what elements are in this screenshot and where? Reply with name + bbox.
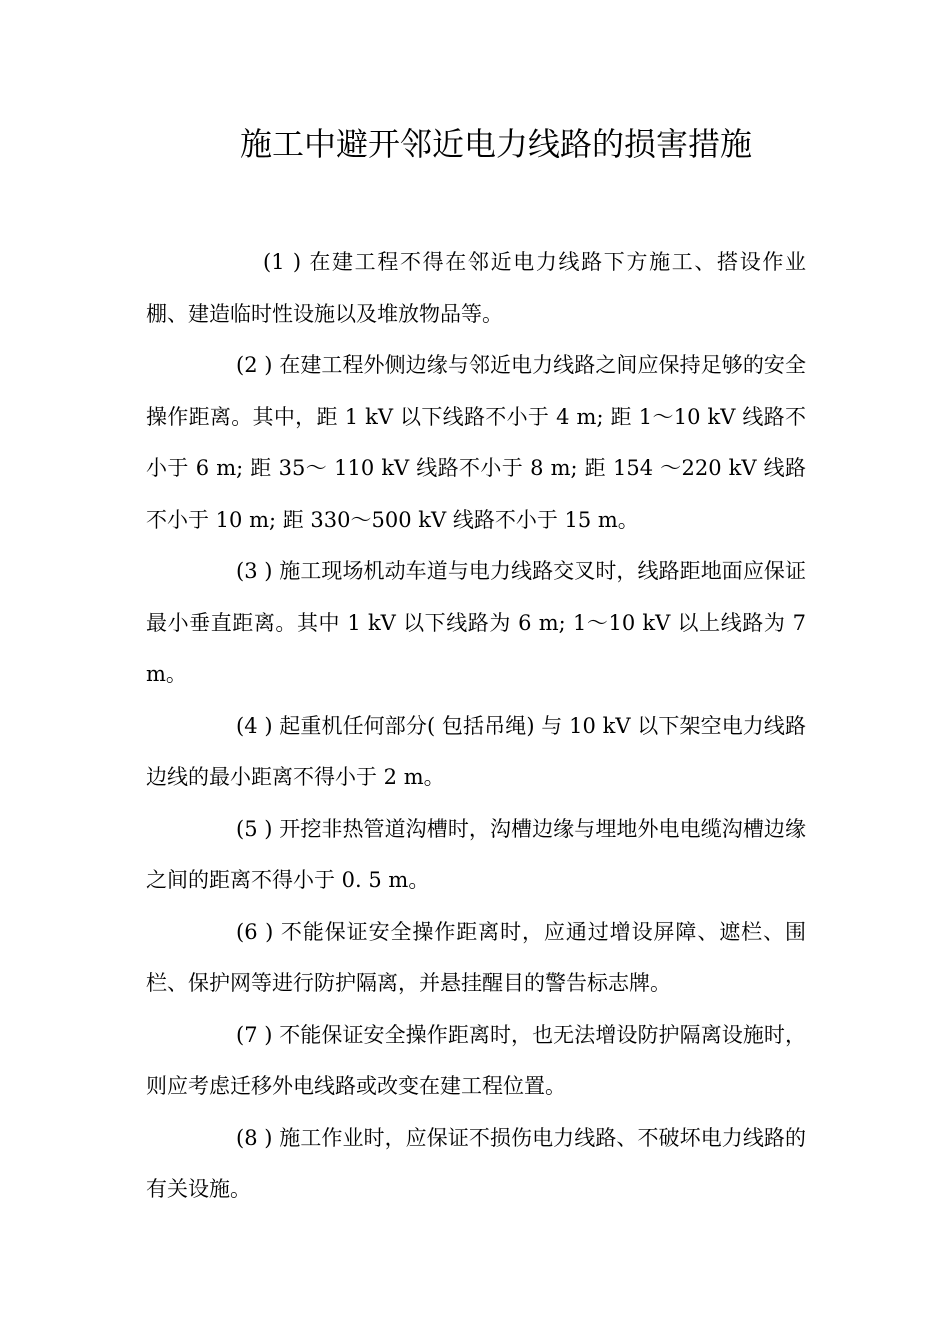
paragraph-5: (5 ) 开挖非热管道沟槽时，沟槽边缘与埋地外电电缆沟槽边缘之间的距离不得小于 0. 5 m。	[146, 816, 806, 892]
paragraph-1: (1 ) 在建工程不得在邻近电力线路下方施工、搭设作业棚、建造临时性设施以及堆放物品等。	[146, 250, 806, 326]
document-body	[146, 237, 806, 1216]
paragraph-8: (8 ) 施工作业时，应保证不损伤电力线路、不破坏电力线路的有关设施。	[146, 1125, 806, 1201]
paragraph-7: (7 ) 不能保证安全操作距离时，也无法增设防护隔离设施时，则应考虑迁移外电线路或改变在建工程位置。	[146, 1022, 806, 1098]
paragraph-4: (4 ) 起重机任何部分( 包括吊绳) 与 10 kV 以下架空电力线路边线的最小距离不得小于 2 m。	[146, 713, 806, 789]
paragraph-6: (6 ) 不能保证安全操作距离时，应通过增设屏障、遮栏、围栏、保护网等进行防护隔离，并悬挂醒目的警告标志牌。	[146, 919, 806, 995]
paragraph-3: (3 ) 施工现场机动车道与电力线路交叉时，线路距地面应保证最小垂直距离。其中 1 kV 以下线路为 6 m; 1～10 kV 以上线路为 7 m。	[146, 559, 806, 686]
document-title: 施工中避开邻近电力线路的损害措施	[240, 125, 753, 163]
paragraph-2: (2 ) 在建工程外侧边缘与邻近电力线路之间应保持足够的安全操作距离。其中，距 1 kV 以下线路不小于 4 m; 距 1～10 kV 线路不小于 6 m; 距 35～ 110 kV 线路不小于 8 m; 距 154 ～220 kV 线路不小于 10 m; 距 330～500 kV 线路不小于 15 m。	[146, 353, 806, 532]
